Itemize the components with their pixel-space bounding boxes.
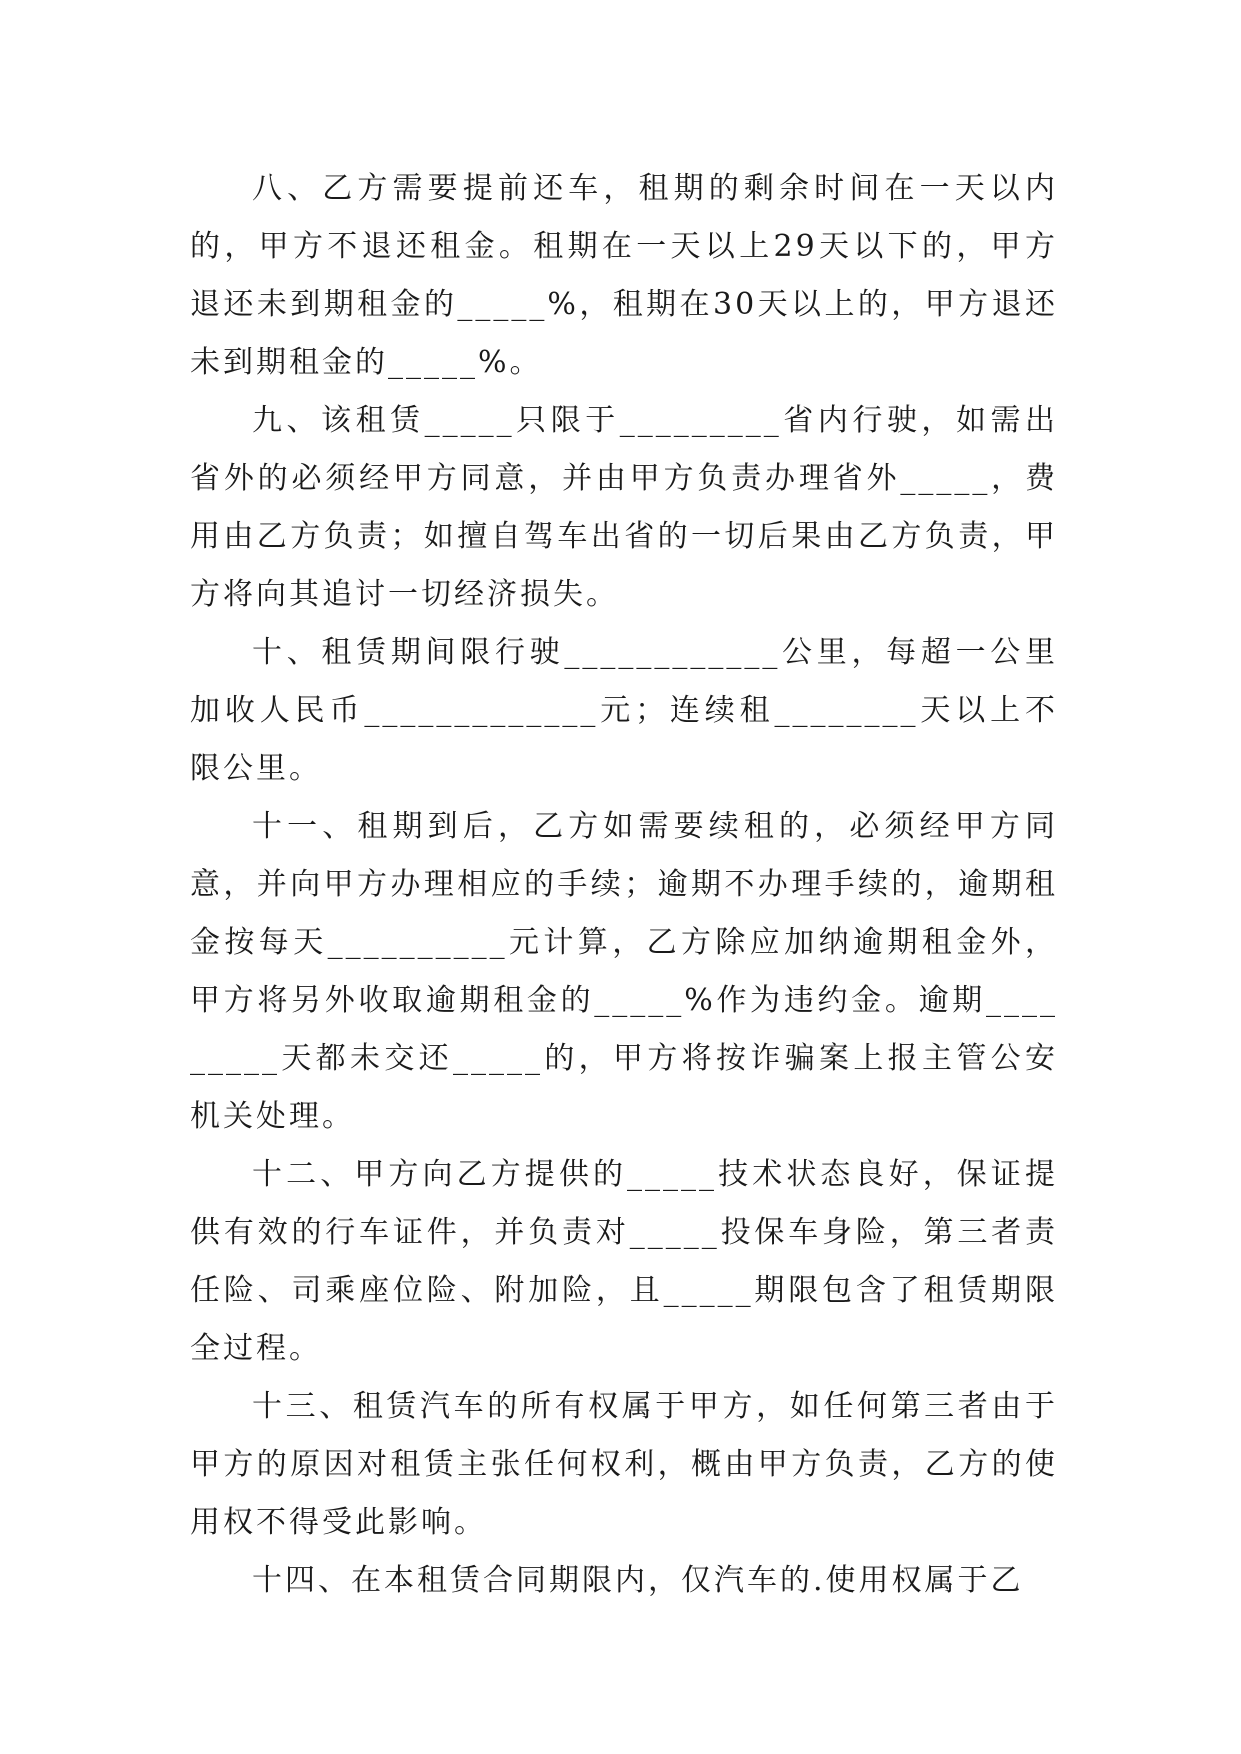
clause-13: 十三、租赁汽车的所有权属于甲方，如任何第三者由于甲方的原因对租赁主张任何权利，概由甲方负责，乙方的使用权不得受此影响。 — [190, 1389, 1058, 1540]
clause-14: 十四、在本租赁合同期限内，仅汽车的.使用权属于乙 — [252, 1563, 1024, 1598]
clause-11: 十一、租期到后，乙方如需要续租的，必须经甲方同意，并向甲方办理相应的手续；逾期不办理手续的，逾期租金按每天__________元计算，乙方除应加纳逾期租金外，甲方将另外收取逾期租金的_____%作为违约金。逾期_________天都未交还_____的，甲方将按诈骗案上报主管公安机关处理。 — [190, 809, 1058, 1134]
clause-9: 九、该租赁_____只限于_________省内行驶，如需出省外的必须经甲方同意，并由甲方负责办理省外_____，费用由乙方负责；如擅自驾车出省的一切后果由乙方负责，甲方将向其追讨一切经济损失。 — [190, 403, 1058, 612]
document-body — [190, 160, 1058, 1610]
clause-8: 八、乙方需要提前还车，租期的剩余时间在一天以内的，甲方不退还租金。租期在一天以上29天以下的，甲方退还未到期租金的_____%，租期在30天以上的，甲方退还未到期租金的_____%。 — [190, 171, 1058, 380]
clause-12: 十二、甲方向乙方提供的_____技术状态良好，保证提供有效的行车证件，并负责对_____投保车身险，第三者责任险、司乘座位险、附加险，且_____期限包含了租赁期限全过程。 — [190, 1157, 1058, 1366]
clause-10: 十、租赁期间限行驶____________公里，每超一公里加收人民币_____________元；连续租________天以上不限公里。 — [190, 635, 1058, 786]
